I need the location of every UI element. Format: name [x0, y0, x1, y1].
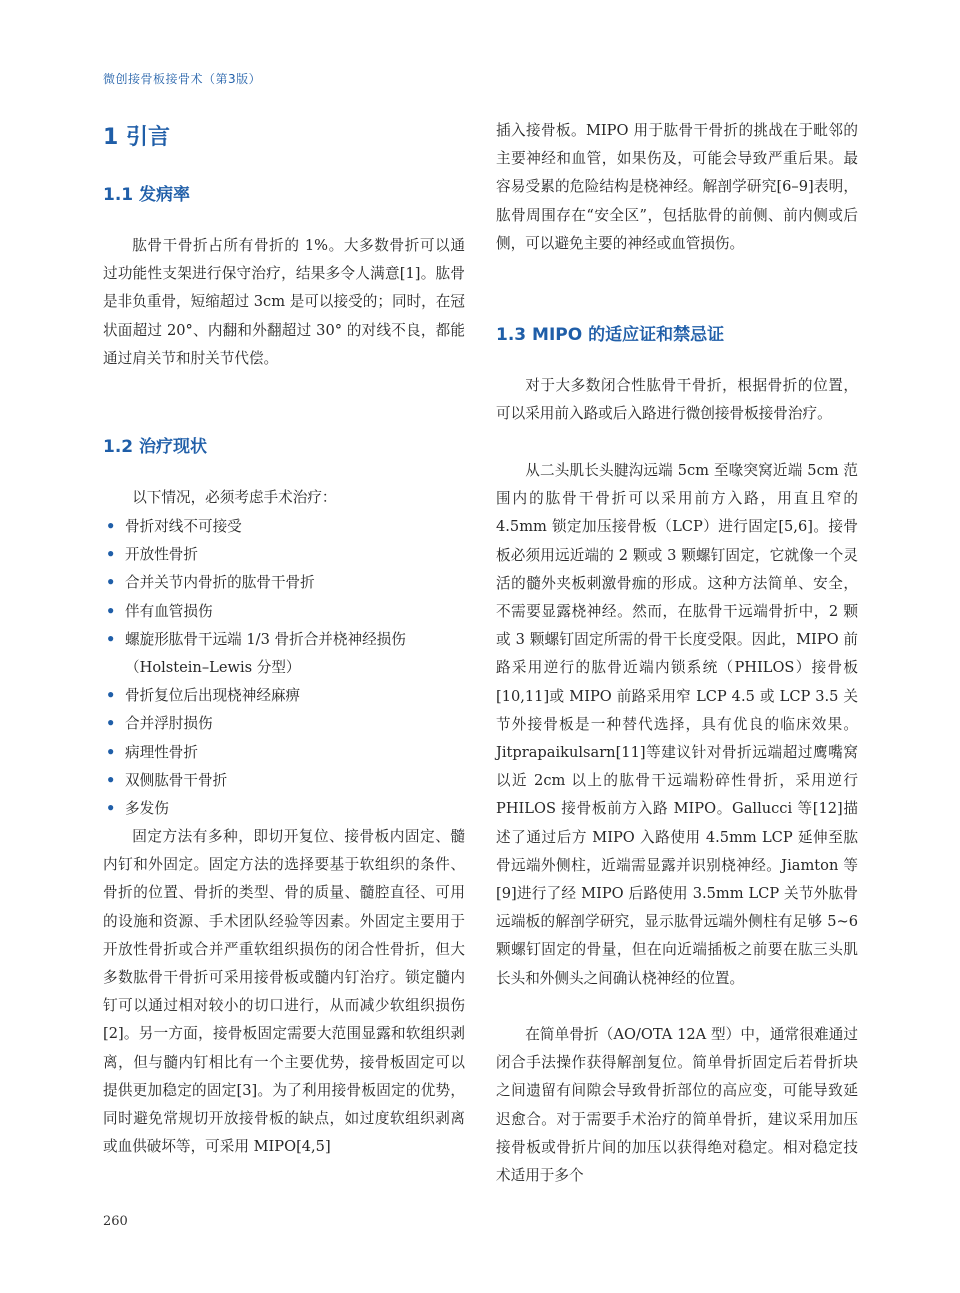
list-item: • 合并关节内骨折的肱骨干骨折 — [103, 569, 465, 597]
bullet-icon: • — [106, 574, 116, 592]
section-1-1-paragraph: 肱骨干骨折占所有骨折的 1%。大多数骨折可以通过功能性支架进行保守治疗，结果多令人满意[1]。肱骨是非负重骨，短缩超过 3cm 是可以接受的；同时，在冠状面超过 20°、内翻和外翻超过 30° 的对线不良，都能通过肩关节和肘关节代偿。 — [103, 237, 465, 367]
section-1-2-paragraph: 固定方法有多种，即切开复位、接骨板内固定、髓内钉和外固定。固定方法的选择要基于软组织的条件、骨折的位置、骨折的类型、骨的质量、髓腔直径、可用的设施和资源、手术团队经验等因素。外固定主要用于开放性骨折或合并严重软组织损伤的闭合性骨折，但大多数肱骨干骨折可采用接骨板或髓内钉治疗。锁定髓内钉可以通过相对较小的切口进行，从而减少软组织损伤[2]。另一方面，接骨板固定需要大范围显露和软组织剥离，但与髓内钉相比有一个主要优势，接骨板固定可以提供更加稳定的固定[3]。为了利用接骨板固定的优势，同时避免常规切开放接骨板的缺点，如过度软组织剥离或血供破坏等，可采用 MIPO[4,5] — [103, 828, 465, 1156]
bullet-icon: • — [106, 630, 116, 648]
section-1-2-lead: 以下情况，必须考虑手术治疗： — [132, 489, 337, 506]
list-item: • 开放性骨折 — [103, 541, 465, 569]
list-item: • 双侧肱骨干骨折 — [103, 767, 465, 795]
section-1-3-title: 1.3 MIPO 的适应证和禁忌证 — [496, 325, 725, 345]
section-1-3-paragraph-3: 在简单骨折（AO/OTA 12A 型）中，通常很难通过闭合手法操作获得解剖复位。简单骨折固定后若骨折块之间遗留有间隙会导致骨折部位的高应变，可能导致延迟愈合。对于需要手术治疗的简单骨折，建议采用加压接骨板或骨折片间的加压以获得绝对稳定。相对稳定技术适用于多个 — [496, 1026, 858, 1185]
bullet-icon: • — [106, 687, 116, 705]
bullet-icon: • — [106, 602, 116, 620]
bullet-icon: • — [106, 518, 116, 535]
indication-list — [103, 513, 465, 823]
section-1-title: 1 引言 — [103, 125, 170, 150]
list-item: • 螺旋形肱骨干远端 1/3 骨折合并桡神经损伤（Holstein–Lewis 分型） — [103, 626, 465, 682]
list-item: • 多发伤 — [103, 795, 465, 823]
bullet-icon: • — [106, 715, 116, 733]
list-item: • 合并浮肘损伤 — [103, 710, 465, 738]
page-number: 260 — [103, 1214, 128, 1229]
section-1-2-title: 1.2 治疗现状 — [103, 437, 208, 457]
bullet-icon: • — [106, 743, 116, 761]
bullet-icon: • — [106, 771, 116, 789]
list-item: • 骨折复位后出现桡神经麻痹 — [103, 682, 465, 710]
section-1-3-paragraph-1: 对于大多数闭合性肱骨干骨折，根据骨折的位置，可以采用前入路或后入路进行微创接骨板接骨治疗。 — [496, 377, 858, 423]
bullet-icon: • — [106, 546, 116, 564]
list-item: • 伴有血管损伤 — [103, 598, 465, 626]
running-head: 微创接骨板接骨术（第3版） — [103, 72, 262, 86]
bullet-icon: • — [106, 800, 116, 818]
list-item: • 病理性骨折 — [103, 739, 465, 767]
list-item: • 骨折对线不可接受 — [103, 513, 465, 541]
section-1-1-title: 1.1 发病率 — [103, 185, 191, 205]
continued-paragraph: 插入接骨板。MIPO 用于肱骨干骨折的挑战在于毗邻的主要神经和血管，如果伤及，可能会导致严重后果。最容易受累的危险结构是桡神经。解剖学研究[6–9]表明，肱骨周围存在“安全区”，包括肱骨的前侧、前内侧或后侧，可以避免主要的神经或血管损伤。 — [496, 122, 858, 252]
section-1-3-paragraph-2: 从二头肌长头腱沟远端 5cm 至喙突窝近端 5cm 范围内的肱骨干骨折可以采用前方入路，用直且窄的 4.5mm 锁定加压接骨板（LCP）进行固定[5,6]。接骨板必须用远近端的 2 颗或 3 颗螺钉固定，它就像一个灵活的髓外夹板刺激骨痂的形成。这种方法简单、安全，不需要显露桡神经。然而，在肱骨干远端骨折中，2 颗或 3 颗螺钉固定所需的骨干长度受限。因此，MIPO 前路采用逆行的肱骨近端内锁系统（PHILOS）接骨板[10,11]或 MIPO 前路采用窄 LCP 4.5 或 LCP 3.5 关节外接骨板是一种替代选择，具有优良的临床效果。Jitprapaikulsarn[11]等建议针对骨折远端超过鹰嘴窝以近 2cm 以上的肱骨干远端粉碎性骨折，采用逆行 PHILOS 接骨板前方入路 MIPO。Gallucci 等[12]描述了通过后方 MIPO 入路使用 4.5mm LCP 延伸至肱骨远端外侧柱，近端需显露并识别桡神经。Jiamton 等[9]进行了经 MIPO 后路使用 3.5mm LCP 关节外肱骨远端板的解剖学研究，显示肱骨远端外侧柱有足够 5~6 颗螺钉固定的骨量，但在向近端插板之前要在肱三头肌长头和外侧头之间确认桡神经的位置。 — [496, 462, 858, 987]
